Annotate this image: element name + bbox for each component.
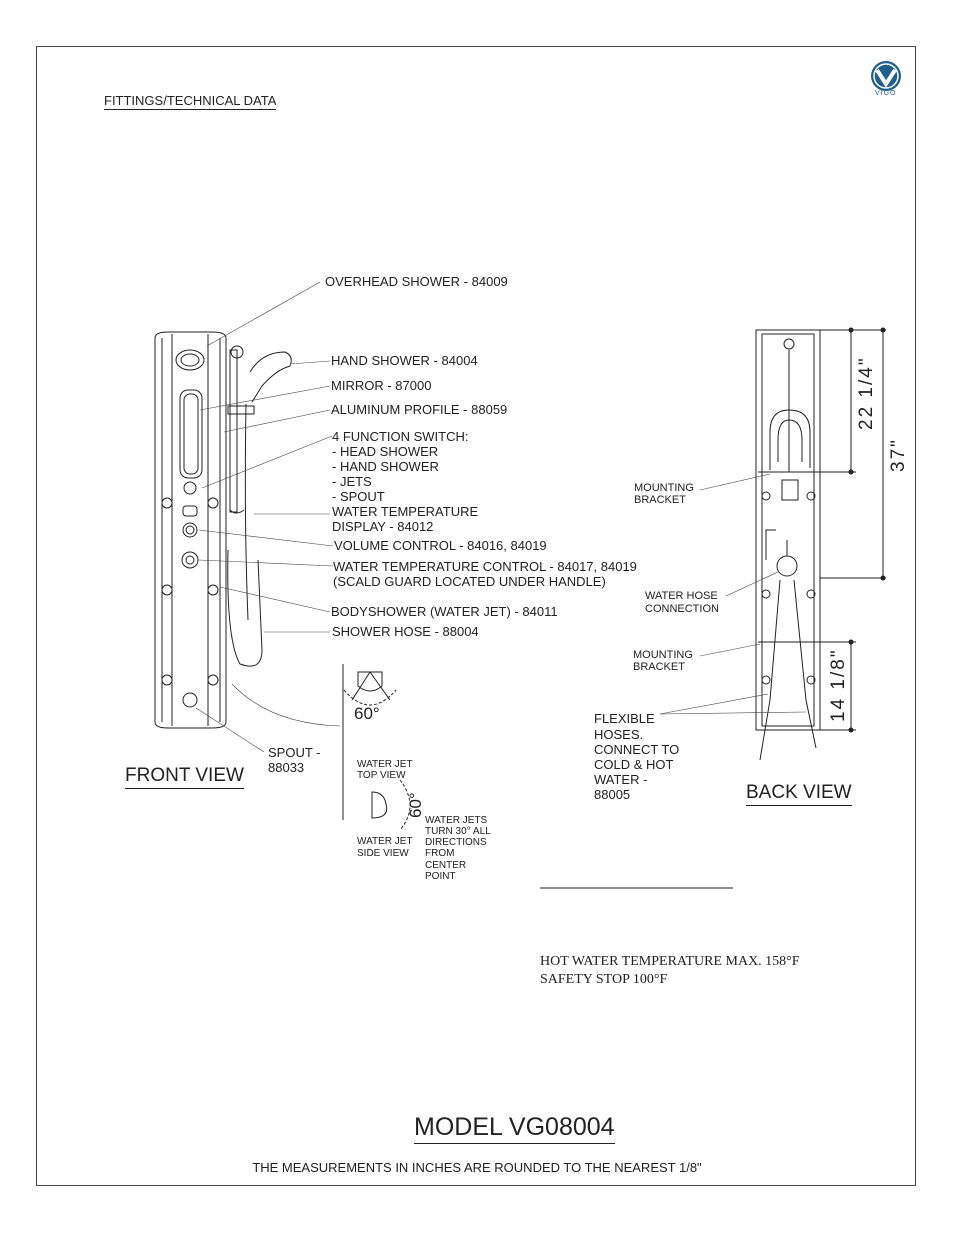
measurement-footnote: THE MEASUREMENTS IN INCHES ARE ROUNDED TO THE NEAREST 1/8" — [252, 1160, 702, 1175]
label-flexible-hoses: WATER - — [594, 772, 648, 787]
label-mounting-bracket-bottom: MOUNTING — [633, 649, 693, 661]
angle-top-label: 60° — [354, 704, 380, 723]
front-view-title: FRONT VIEW — [125, 765, 244, 789]
angle-side-label: 60° — [406, 792, 425, 818]
label-overhead-shower: OVERHEAD SHOWER - 84009 — [325, 274, 508, 289]
label-jet-turn: DIRECTIONS — [425, 837, 487, 848]
label-switch-item: - HEAD SHOWER — [332, 444, 439, 459]
dimension-total: 37" — [888, 438, 909, 472]
back-panel-drawing — [756, 330, 820, 760]
label-bodyshower: BODYSHOWER (WATER JET) - 84011 — [331, 604, 558, 619]
label-jet-turn: CENTER — [425, 860, 467, 871]
label-switch-title: 4 FUNCTION SWITCH: — [332, 429, 469, 444]
label-switch-item: - SPOUT — [332, 489, 385, 504]
label-flexible-hoses: COLD & HOT — [594, 757, 674, 772]
label-jet-top-view: TOP VIEW — [357, 770, 406, 781]
label-mounting-bracket-top: BRACKET — [634, 494, 686, 506]
label-mounting-bracket-bottom: BRACKET — [633, 661, 685, 673]
label-jet-turn: WATER JETS — [425, 815, 488, 826]
label-spout: 88033 — [268, 760, 305, 775]
spec-safety-stop: SAFETY STOP 100°F — [540, 972, 668, 987]
label-temp-control: (SCALD GUARD LOCATED UNDER HANDLE) — [333, 574, 606, 589]
label-flexible-hoses: 88005 — [594, 787, 631, 802]
front-panel-drawing — [155, 332, 291, 728]
model-title: MODEL VG08004 — [414, 1113, 615, 1144]
label-volume-control: VOLUME CONTROL - 84016, 84019 — [334, 538, 547, 553]
label-mounting-bracket-top: MOUNTING — [634, 482, 694, 494]
label-spout: SPOUT - — [268, 745, 321, 760]
label-jet-turn: FROM — [425, 848, 455, 859]
label-jet-side-view: SIDE VIEW — [357, 848, 409, 859]
label-water-hose-connection: WATER HOSE — [645, 590, 718, 602]
dimension-top: 22 1/4" — [856, 356, 877, 430]
label-jet-turn: TURN 30° ALL — [425, 826, 491, 837]
back-view-title: BACK VIEW — [746, 782, 852, 806]
label-jet-turn: POINT — [425, 871, 456, 882]
dimension-bottom: 14 1/8" — [828, 648, 849, 722]
label-aluminum-profile: ALUMINUM PROFILE - 88059 — [331, 402, 508, 417]
logo-text: VIGO — [875, 90, 897, 97]
jet-detail-drawing — [343, 664, 410, 830]
page-title: FITTINGS/TECHNICAL DATA — [104, 93, 277, 108]
spec-max-temp: HOT WATER TEMPERATURE MAX. 158°F — [540, 954, 800, 969]
label-flexible-hoses: CONNECT TO — [594, 742, 680, 757]
label-jet-side-view: WATER JET — [357, 836, 413, 847]
label-temp-control: WATER TEMPERATURE CONTROL - 84017, 84019 — [333, 559, 637, 574]
label-hand-shower: HAND SHOWER - 84004 — [331, 353, 478, 368]
label-mirror: MIRROR - 87000 — [331, 378, 432, 393]
label-temp-display: DISPLAY - 84012 — [332, 519, 434, 534]
label-switch-item: - JETS — [332, 474, 372, 489]
label-temp-display: WATER TEMPERATURE — [332, 504, 479, 519]
label-switch-item: - HAND SHOWER — [332, 459, 439, 474]
label-jet-top-view: WATER JET — [357, 759, 413, 770]
label-flexible-hoses: FLEXIBLE — [594, 711, 655, 726]
label-water-hose-connection: CONNECTION — [645, 603, 719, 615]
label-shower-hose: SHOWER HOSE - 88004 — [332, 624, 479, 639]
label-flexible-hoses: HOSES. — [594, 727, 644, 742]
